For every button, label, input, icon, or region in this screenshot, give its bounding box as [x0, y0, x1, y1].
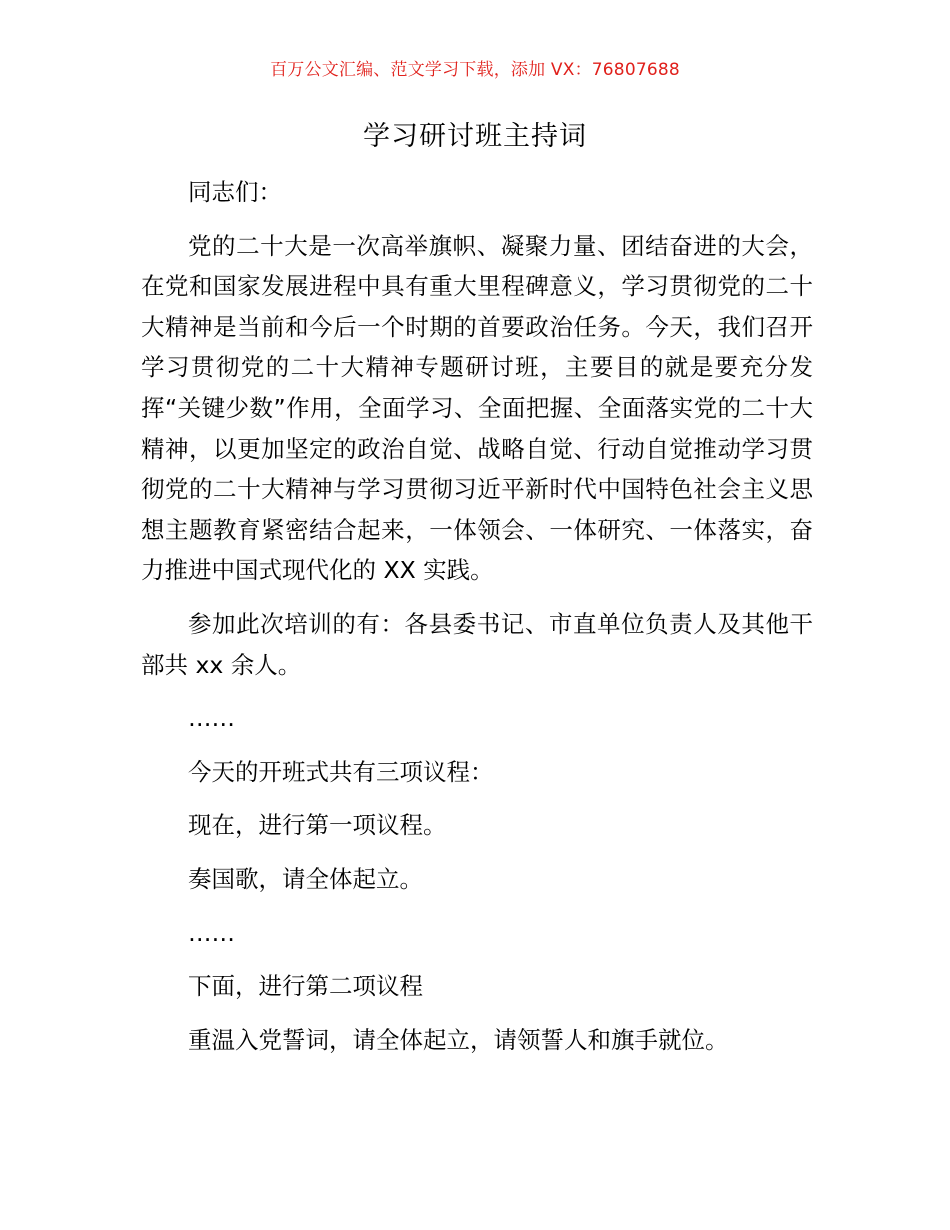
- paragraph-anthem: 奏国歌，请全体起立。: [188, 864, 423, 893]
- header-banner: 百万公文汇编、范文学习下载，添加 VX：76807688: [270, 60, 680, 80]
- paragraph-agenda-item-1: 现在，进行第一项议程。: [188, 811, 447, 840]
- paragraph-agenda-item-2: 下面，进行第二项议程: [188, 972, 423, 1001]
- ellipsis-1: ……: [188, 704, 235, 733]
- ellipsis-2: ……: [188, 918, 235, 947]
- paragraph-participants: 参加此次培训的有：各县委书记、市直单位负责人及其他干部共 xx 余人。: [141, 609, 813, 679]
- document-body: [141, 172, 813, 1060]
- paragraph-oath: 重温入党誓词，请全体起立，请领誓人和旗手就位。: [188, 1025, 729, 1054]
- salutation: 同志们：: [188, 178, 282, 206]
- paragraph-intro: 党的二十大是一次高举旗帜、凝聚力量、团结奋进的大会，在党和国家发展进程中具有重大里程碑意义，学习贯彻党的二十大精神是当前和今后一个时期的首要政治任务。今天，我们召开学习贯彻党的二十大精神专题研讨班，主要目的就是要充分发挥“关键少数”作用，全面学习、全面把握、全面落实党的二十大精神，以更加坚定的政治自觉、战略自觉、行动自觉推动学习贯彻党的二十大精神与学习贯彻习近平新时代中国特色社会主义思想主题教育紧密结合起来，一体领会、一体研究、一体落实，奋力推进中国式现代化的 XX 实践。: [141, 231, 813, 585]
- paragraph-agenda: 今天的开班式共有三项议程：: [188, 757, 494, 786]
- document-title: 学习研讨班主持词: [363, 121, 587, 152]
